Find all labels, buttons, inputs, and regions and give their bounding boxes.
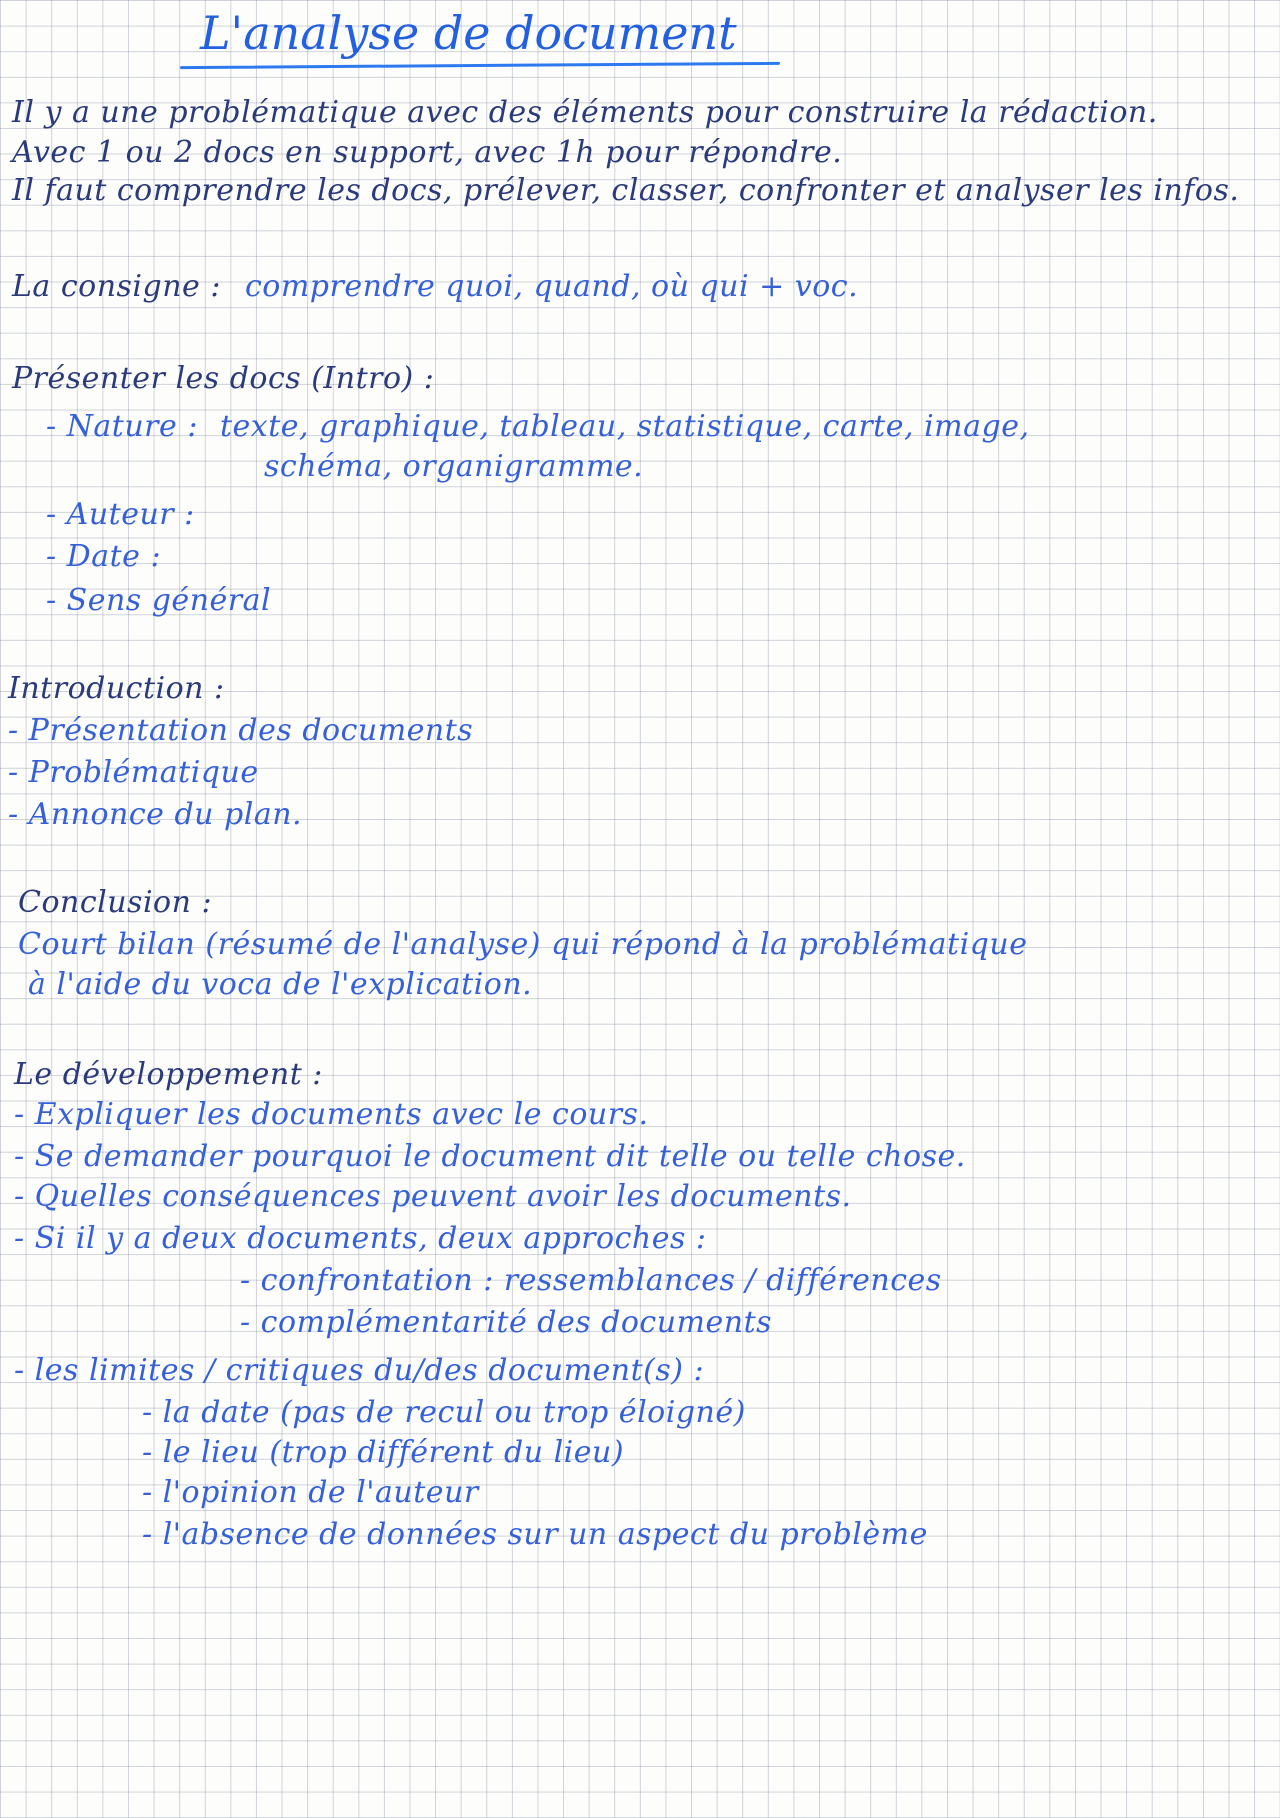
developpement-item-1: - Expliquer les documents avec le cours.	[14, 1097, 649, 1132]
approche-complementarite: - complémentarité des documents	[240, 1305, 773, 1340]
nature-line-2: schéma, organigramme.	[264, 449, 644, 484]
approche-confrontation: - confrontation : ressemblances / différences	[240, 1263, 942, 1298]
sens-item: - Sens général	[46, 583, 272, 618]
nature-line-1: texte, graphique, tableau, statistique, carte, image,	[219, 409, 1030, 444]
consigne-text: comprendre quoi, quand, où qui + voc.	[245, 269, 859, 304]
conclusion-line-2: à l'aide du voca de l'explication.	[28, 967, 533, 1002]
presenter-heading: Présenter les docs (Intro) :	[12, 361, 435, 396]
introduction-heading: Introduction :	[8, 671, 225, 706]
introduction-item-1: - Présentation des documents	[8, 713, 474, 748]
consigne-label: La consigne :	[12, 269, 221, 304]
developpement-item-3: - Quelles conséquences peuvent avoir les documents.	[14, 1179, 852, 1214]
conclusion-line-1: Court bilan (résumé de l'analyse) qui répond à la problématique	[18, 927, 1028, 962]
page-title: L'analyse de document	[200, 6, 737, 60]
developpement-item-2: - Se demander pourquoi le document dit telle ou telle chose.	[14, 1139, 966, 1174]
intro-line-3: Il faut comprendre les docs, prélever, classer, confronter et analyser les infos.	[12, 173, 1240, 208]
conclusion-heading: Conclusion :	[18, 885, 213, 920]
nature-label: - Nature :	[46, 409, 198, 444]
limite-absence-donnees: - l'absence de données sur un aspect du problème	[142, 1517, 928, 1552]
title-underline	[180, 62, 780, 69]
consigne-row	[12, 270, 858, 304]
limite-date: - la date (pas de recul ou trop éloigné)	[142, 1395, 746, 1430]
intro-line-1: Il y a une problématique avec des éléments pour construire la rédaction.	[12, 95, 1158, 130]
limite-opinion: - l'opinion de l'auteur	[142, 1475, 479, 1510]
introduction-item-2: - Problématique	[8, 755, 259, 790]
auteur-item: - Auteur :	[46, 497, 195, 532]
developpement-heading: Le développement :	[14, 1057, 323, 1092]
developpement-item-4: - Si il y a deux documents, deux approches :	[14, 1221, 707, 1256]
nature-row	[46, 410, 1030, 444]
date-item: - Date :	[46, 539, 162, 574]
intro-line-2: Avec 1 ou 2 docs en support, avec 1h pour répondre.	[12, 135, 843, 170]
limite-lieu: - le lieu (trop différent du lieu)	[142, 1435, 625, 1470]
introduction-item-3: - Annonce du plan.	[8, 797, 303, 832]
limites-heading: - les limites / critiques du/des document(s) :	[14, 1353, 705, 1388]
